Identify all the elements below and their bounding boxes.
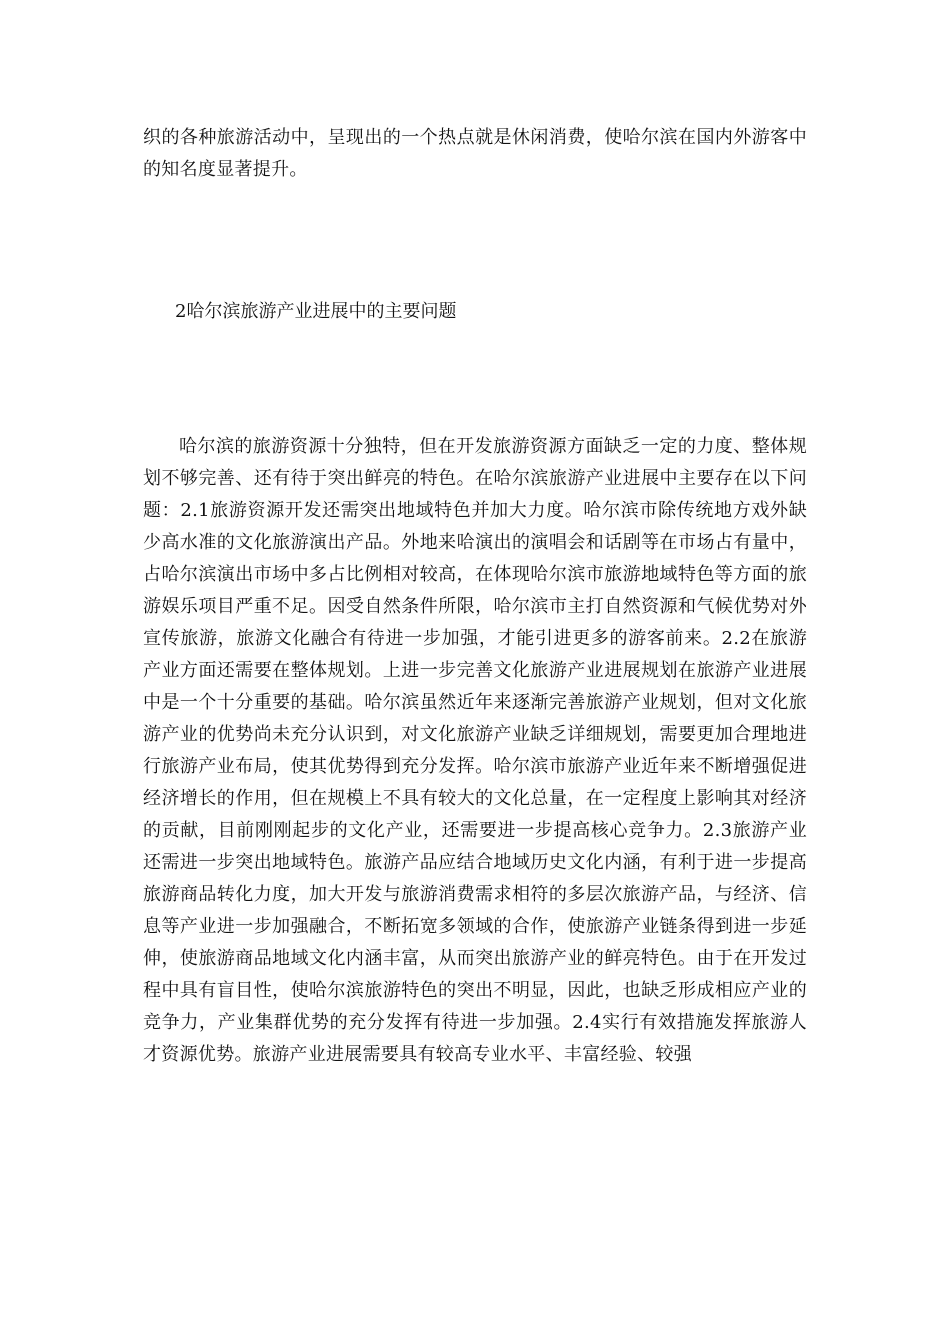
section-heading: 2哈尔滨旅游产业进展中的主要问题	[175, 301, 457, 322]
intro-paragraph: 织的各种旅游活动中，呈现出的一个热点就是休闲消费，使哈尔滨在国内外游客中的知名度显著提升。	[143, 127, 807, 180]
main-paragraph: 哈尔滨的旅游资源十分独特，但在开发旅游资源方面缺乏一定的力度、整体规划不够完善、还有待于突出鲜亮的特色。在哈尔滨旅游产业进展中主要存在以下问题：2.1旅游资源开发还需突出地域特色并加大力度。哈尔滨市除传统地方戏外缺少高水准的文化旅游演出产品。外地来哈演出的演唱会和话剧等在市场占有量中，占哈尔滨演出市场中多占比例相对较高，在体现哈尔滨市旅游地域特色等方面的旅游娱乐项目严重不足。因受自然条件所限，哈尔滨市主打自然资源和气候优势对外宣传旅游，旅游文化融合有待进一步加强，才能引进更多的游客前来。2.2在旅游产业方面还需要在整体规划。上进一步完善文化旅游产业进展规划在旅游产业进展中是一个十分重要的基础。哈尔滨虽然近年来逐渐完善旅游产业规划，但对文化旅游产业的优势尚未充分认识到，对文化旅游产业缺乏详细规划，需要更加合理地进行旅游产业布局，使其优势得到充分发挥。哈尔滨市旅游产业近年来不断增强促进经济增长的作用，但在规模上不具有较大的文化总量，在一定程度上影响其对经济的贡献，目前刚刚起步的文化产业，还需要进一步提高核心竞争力。2.3旅游产业还需进一步突出地域特色。旅游产品应结合地域历史文化内涵，有利于进一步提高旅游商品转化力度，加大开发与旅游消费需求相符的多层次旅游产品，与经济、信息等产业进一步加强融合，不断拓宽多领域的合作，使旅游产业链条得到进一步延伸，使旅游商品地域文化内涵丰富，从而突出旅游产业的鲜亮特色。由于在开发过程中具有盲目性，使哈尔滨旅游特色的突出不明显，因此，也缺乏形成相应产业的竞争力，产业集群优势的充分发挥有待进一步加强。2.4实行有效措施发挥旅游人才资源优势。旅游产业进展需要具有较高专业水平、丰富经验、较强	[143, 436, 807, 1065]
